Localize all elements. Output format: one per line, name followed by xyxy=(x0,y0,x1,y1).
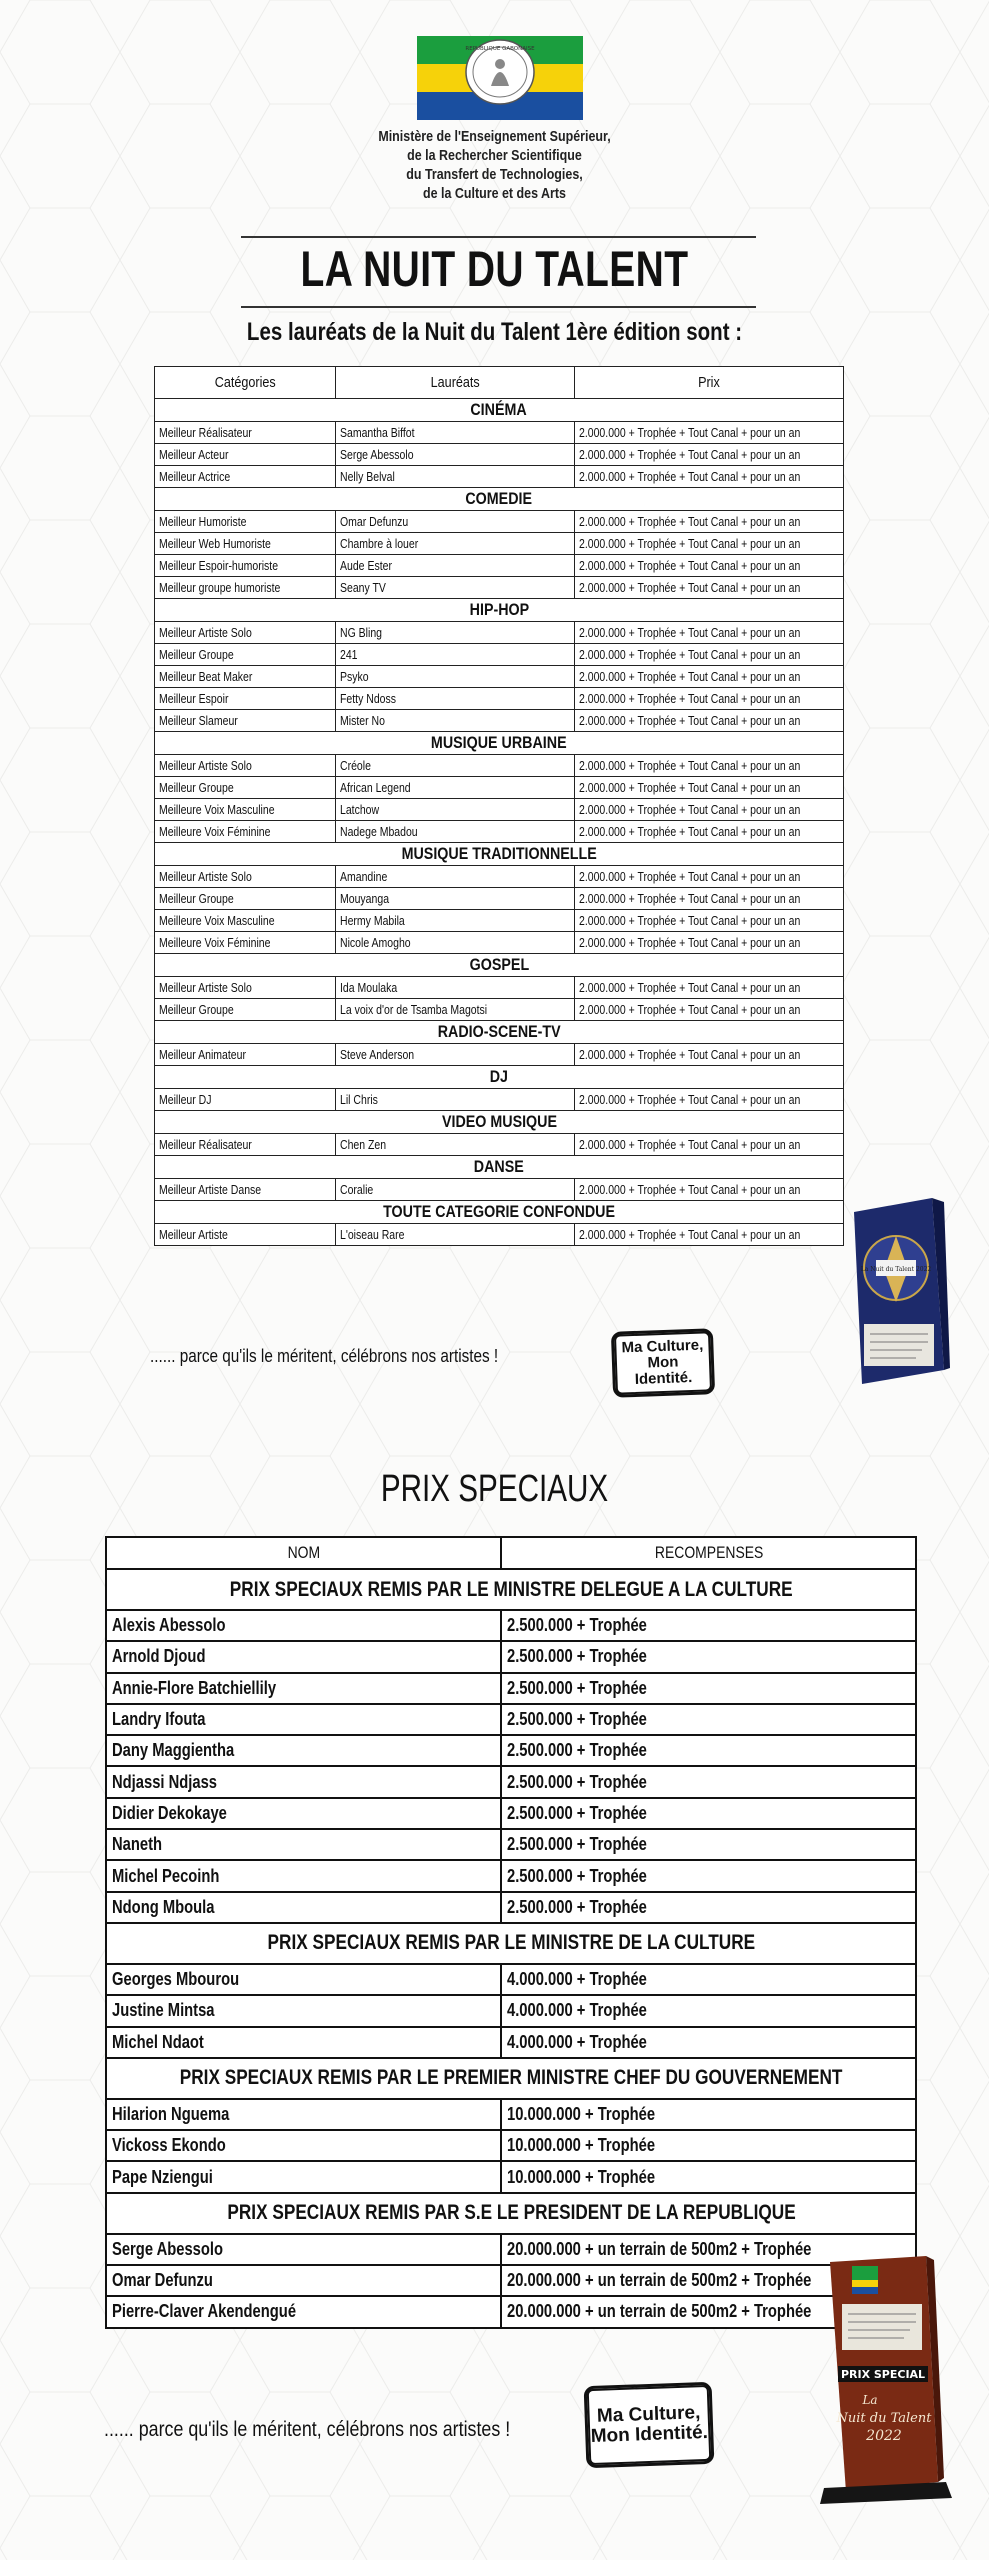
table-row xyxy=(155,466,844,488)
laureate-cell: Amandine xyxy=(336,866,575,888)
name-cell: Michel Pecoinh xyxy=(106,1860,501,1891)
category-row xyxy=(155,954,844,977)
category-cell: Meilleur Artiste Solo xyxy=(155,622,336,644)
table-row xyxy=(155,710,844,732)
prize-cell: 2.000.000 + Trophée + Tout Canal + pour un an xyxy=(575,511,844,533)
trophy-year: 2022 xyxy=(866,2428,902,2444)
prize-cell: 2.000.000 + Trophée + Tout Canal + pour un an xyxy=(575,999,844,1021)
table-row xyxy=(155,932,844,954)
table-row xyxy=(106,1892,916,1923)
table-row xyxy=(155,555,844,577)
stamp-line: Ma Culture, xyxy=(621,1336,704,1357)
group-row xyxy=(106,1923,916,1964)
category-heading: DANSE xyxy=(155,1156,844,1179)
reward-cell: 2.500.000 + Trophée xyxy=(501,1735,916,1766)
prize-cell: 2.000.000 + Trophée + Tout Canal + pour un an xyxy=(575,1044,844,1066)
table-row xyxy=(155,622,844,644)
column-header: RECOMPENSES xyxy=(501,1537,916,1569)
category-cell: Meilleur Actrice xyxy=(155,466,336,488)
table-row xyxy=(106,2161,916,2192)
laureate-cell: Omar Defunzu xyxy=(336,511,575,533)
name-cell: Pape Nziengui xyxy=(106,2161,501,2192)
laureate-cell: Chen Zen xyxy=(336,1134,575,1156)
table-row xyxy=(106,1964,916,1995)
table-row xyxy=(155,444,844,466)
prize-cell: 2.000.000 + Trophée + Tout Canal + pour un an xyxy=(575,688,844,710)
table-row xyxy=(106,2099,916,2130)
group-heading: PRIX SPECIAUX REMIS PAR LE PREMIER MINISTRE CHEF DU GOUVERNEMENT xyxy=(106,2058,916,2099)
laureate-cell: Créole xyxy=(336,755,575,777)
gabon-flag-seal-icon xyxy=(417,36,583,120)
category-heading: VIDEO MUSIQUE xyxy=(155,1111,844,1134)
name-cell: Ndong Mboula xyxy=(106,1892,501,1923)
ministry-line: de la Culture et des Arts xyxy=(422,186,566,202)
table-row xyxy=(106,1673,916,1704)
name-cell: Omar Defunzu xyxy=(106,2265,501,2296)
category-cell: Meilleure Voix Féminine xyxy=(155,821,336,843)
prize-cell: 2.000.000 + Trophée + Tout Canal + pour un an xyxy=(575,1179,844,1201)
laureate-cell: 241 xyxy=(336,644,575,666)
laureate-cell: La voix d'or de Tsamba Magotsi xyxy=(336,999,575,1021)
ma-culture-stamp xyxy=(611,1328,715,1398)
table-row xyxy=(106,1704,916,1735)
table-row xyxy=(106,2234,916,2265)
column-header: Catégories xyxy=(155,367,336,399)
laureate-cell: Seany TV xyxy=(336,577,575,599)
name-cell: Hilarion Nguema xyxy=(106,2099,501,2130)
reward-cell: 20.000.000 + un terrain de 500m2 + Trophée xyxy=(501,2296,916,2327)
prize-cell: 2.000.000 + Trophée + Tout Canal + pour un an xyxy=(575,622,844,644)
table-row xyxy=(106,1641,916,1672)
category-cell: Meilleure Voix Masculine xyxy=(155,910,336,932)
trophy-script: Nuit du Talent xyxy=(836,2411,932,2426)
name-cell: Landry Ifouta xyxy=(106,1704,501,1735)
category-cell: Meilleur Espoir xyxy=(155,688,336,710)
table-row xyxy=(155,866,844,888)
trophy-label: La Nuit du Talent 2022 xyxy=(860,1266,932,1273)
category-row xyxy=(155,399,844,422)
laureate-cell: Fetty Ndoss xyxy=(336,688,575,710)
stamp-line: Mon Identité. xyxy=(634,1353,693,1388)
prize-cell: 2.000.000 + Trophée + Tout Canal + pour un an xyxy=(575,533,844,555)
category-cell: Meilleur Groupe xyxy=(155,999,336,1021)
reward-cell: 2.500.000 + Trophée xyxy=(501,1892,916,1923)
category-cell: Meilleur Artiste Solo xyxy=(155,977,336,999)
prize-cell: 2.000.000 + Trophée + Tout Canal + pour un an xyxy=(575,1089,844,1111)
reward-cell: 2.500.000 + Trophée xyxy=(501,1860,916,1891)
group-heading: PRIX SPECIAUX REMIS PAR S.E LE PRESIDENT DE LA REPUBLIQUE xyxy=(106,2193,916,2234)
category-cell: Meilleure Voix Féminine xyxy=(155,932,336,954)
category-cell: Meilleur groupe humoriste xyxy=(155,577,336,599)
category-heading: MUSIQUE URBAINE xyxy=(155,732,844,755)
category-cell: Meilleur Artiste Solo xyxy=(155,755,336,777)
column-header: NOM xyxy=(106,1537,501,1569)
laureate-cell: Hermy Mabila xyxy=(336,910,575,932)
category-cell: Meilleur DJ xyxy=(155,1089,336,1111)
table-row xyxy=(106,1735,916,1766)
table-row xyxy=(155,755,844,777)
reward-cell: 2.500.000 + Trophée xyxy=(501,1704,916,1735)
name-cell: Didier Dekokaye xyxy=(106,1798,501,1829)
ministry-line: Ministère de l'Enseignement Supérieur, xyxy=(378,129,611,145)
page-title: LA NUIT DU TALENT xyxy=(300,241,689,297)
laureate-cell: Chambre à louer xyxy=(336,533,575,555)
table-row xyxy=(155,888,844,910)
laureate-cell: Coralie xyxy=(336,1179,575,1201)
category-cell: Meilleure Voix Masculine xyxy=(155,799,336,821)
reward-cell: 10.000.000 + Trophée xyxy=(501,2161,916,2192)
laureate-cell: Samantha Biffot xyxy=(336,422,575,444)
laureate-cell: Steve Anderson xyxy=(336,1044,575,1066)
category-row xyxy=(155,1156,844,1179)
category-cell: Meilleur Beat Maker xyxy=(155,666,336,688)
category-heading: GOSPEL xyxy=(155,954,844,977)
category-cell: Meilleur Animateur xyxy=(155,1044,336,1066)
name-cell: Pierre-Claver Akendengué xyxy=(106,2296,501,2327)
reward-cell: 10.000.000 + Trophée xyxy=(501,2130,916,2161)
page-subtitle: Les lauréats de la Nuit du Talent 1ère édition sont : xyxy=(246,318,743,346)
reward-cell: 4.000.000 + Trophée xyxy=(501,2027,916,2058)
category-cell: Meilleur Réalisateur xyxy=(155,422,336,444)
table-header-row xyxy=(106,1537,916,1569)
prize-cell: 2.000.000 + Trophée + Tout Canal + pour un an xyxy=(575,977,844,999)
prize-cell: 2.000.000 + Trophée + Tout Canal + pour un an xyxy=(575,555,844,577)
name-cell: Georges Mbourou xyxy=(106,1964,501,1995)
category-heading: HIP-HOP xyxy=(155,599,844,622)
laureate-cell: NG Bling xyxy=(336,622,575,644)
reward-cell: 2.500.000 + Trophée xyxy=(501,1641,916,1672)
category-cell: Meilleur Humoriste xyxy=(155,511,336,533)
name-cell: Arnold Djoud xyxy=(106,1641,501,1672)
category-row xyxy=(155,1201,844,1224)
table-row xyxy=(106,2027,916,2058)
name-cell: Michel Ndaot xyxy=(106,2027,501,2058)
group-row xyxy=(106,2058,916,2099)
category-heading: CINÉMA xyxy=(155,399,844,422)
table-header-row xyxy=(155,367,844,399)
name-cell: Serge Abessolo xyxy=(106,2234,501,2265)
table-row xyxy=(155,821,844,843)
table-row xyxy=(155,644,844,666)
laureate-cell: Latchow xyxy=(336,799,575,821)
prize-cell: 2.000.000 + Trophée + Tout Canal + pour un an xyxy=(575,932,844,954)
laureate-cell: Aude Ester xyxy=(336,555,575,577)
table-row xyxy=(155,1179,844,1201)
category-cell: Meilleur Web Humoriste xyxy=(155,533,336,555)
prize-cell: 2.000.000 + Trophée + Tout Canal + pour un an xyxy=(575,466,844,488)
prize-cell: 2.000.000 + Trophée + Tout Canal + pour un an xyxy=(575,422,844,444)
ministry-name xyxy=(69,128,920,204)
table-row xyxy=(155,688,844,710)
category-cell: Meilleur Groupe xyxy=(155,777,336,799)
category-cell: Meilleur Artiste Solo xyxy=(155,866,336,888)
tagline: ...... parce qu'ils le méritent, célébrons nos artistes ! xyxy=(150,1346,499,1366)
reward-cell: 2.500.000 + Trophée xyxy=(501,1829,916,1860)
prize-cell: 2.000.000 + Trophée + Tout Canal + pour un an xyxy=(575,755,844,777)
group-row xyxy=(106,1569,916,1610)
special-prizes-title: PRIX SPECIAUX xyxy=(380,1468,609,1510)
name-cell: Ndjassi Ndjass xyxy=(106,1766,501,1797)
special-prizes-table xyxy=(105,1536,917,2329)
name-cell: Annie-Flore Batchiellily xyxy=(106,1673,501,1704)
prize-cell: 2.000.000 + Trophée + Tout Canal + pour un an xyxy=(575,866,844,888)
table-row xyxy=(155,1134,844,1156)
table-row xyxy=(155,799,844,821)
reward-cell: 2.500.000 + Trophée xyxy=(501,1766,916,1797)
prize-cell: 2.000.000 + Trophée + Tout Canal + pour un an xyxy=(575,1134,844,1156)
reward-cell: 4.000.000 + Trophée xyxy=(501,1995,916,2026)
category-row xyxy=(155,488,844,511)
tagline: ...... parce qu'ils le méritent, célébrons nos artistes ! xyxy=(104,2418,511,2441)
column-header: Prix xyxy=(575,367,844,399)
category-heading: RADIO-SCENE-TV xyxy=(155,1021,844,1044)
category-row xyxy=(155,1066,844,1089)
name-cell: Dany Maggientha xyxy=(106,1735,501,1766)
trophy-icon xyxy=(846,1198,952,1388)
table-row xyxy=(155,910,844,932)
reward-cell: 20.000.000 + un terrain de 500m2 + Trophée xyxy=(501,2265,916,2296)
ma-culture-stamp xyxy=(584,2382,715,2468)
ministry-line: du Transfert de Technologies, xyxy=(406,167,583,183)
laureate-cell: L'oiseau Rare xyxy=(336,1224,575,1246)
table-row xyxy=(155,1044,844,1066)
table-row xyxy=(155,977,844,999)
trophy-label: PRIX SPECIAL xyxy=(840,2368,926,2381)
laureate-cell: Lil Chris xyxy=(336,1089,575,1111)
table-row xyxy=(106,1766,916,1797)
laureate-cell: Mouyanga xyxy=(336,888,575,910)
laureates-table xyxy=(154,366,844,1246)
table-row xyxy=(155,777,844,799)
table-row xyxy=(155,666,844,688)
name-cell: Alexis Abessolo xyxy=(106,1610,501,1641)
category-cell: Meilleur Slameur xyxy=(155,710,336,732)
prize-cell: 2.000.000 + Trophée + Tout Canal + pour un an xyxy=(575,577,844,599)
table-row xyxy=(106,1829,916,1860)
divider xyxy=(241,306,756,308)
category-heading: COMEDIE xyxy=(155,488,844,511)
laureate-cell: Nicole Amogho xyxy=(336,932,575,954)
laureate-cell: African Legend xyxy=(336,777,575,799)
category-cell: Meilleur Artiste xyxy=(155,1224,336,1246)
reward-cell: 2.500.000 + Trophée xyxy=(501,1673,916,1704)
table-row xyxy=(155,511,844,533)
divider xyxy=(241,236,756,238)
category-cell: Meilleur Espoir-humoriste xyxy=(155,555,336,577)
category-heading: MUSIQUE TRADITIONNELLE xyxy=(155,843,844,866)
table-row xyxy=(155,999,844,1021)
laureate-cell: Mister No xyxy=(336,710,575,732)
category-row xyxy=(155,732,844,755)
table-row xyxy=(106,1610,916,1641)
name-cell: Vickoss Ekondo xyxy=(106,2130,501,2161)
table-row xyxy=(106,2296,916,2327)
category-row xyxy=(155,843,844,866)
group-row xyxy=(106,2193,916,2234)
laureate-cell: Psyko xyxy=(336,666,575,688)
reward-cell: 2.500.000 + Trophée xyxy=(501,1798,916,1829)
table-row xyxy=(106,1995,916,2026)
group-heading: PRIX SPECIAUX REMIS PAR LE MINISTRE DELEGUE A LA CULTURE xyxy=(106,1569,916,1610)
category-row xyxy=(155,1111,844,1134)
table-row xyxy=(155,422,844,444)
prize-cell: 2.000.000 + Trophée + Tout Canal + pour un an xyxy=(575,910,844,932)
special-trophy-icon xyxy=(818,2256,954,2504)
column-header: Lauréats xyxy=(336,367,575,399)
name-cell: Naneth xyxy=(106,1829,501,1860)
prize-cell: 2.000.000 + Trophée + Tout Canal + pour un an xyxy=(575,888,844,910)
reward-cell: 2.500.000 + Trophée xyxy=(501,1610,916,1641)
prize-cell: 2.000.000 + Trophée + Tout Canal + pour un an xyxy=(575,444,844,466)
category-cell: Meilleur Groupe xyxy=(155,644,336,666)
prize-cell: 2.000.000 + Trophée + Tout Canal + pour un an xyxy=(575,644,844,666)
table-row xyxy=(155,577,844,599)
stamp-line: Mon Identité. xyxy=(590,2421,709,2448)
laureate-cell: Serge Abessolo xyxy=(336,444,575,466)
table-row xyxy=(106,1798,916,1829)
ministry-line: de la Rechercher Scientifique xyxy=(407,148,582,164)
category-cell: Meilleur Réalisateur xyxy=(155,1134,336,1156)
category-cell: Meilleur Groupe xyxy=(155,888,336,910)
prize-cell: 2.000.000 + Trophée + Tout Canal + pour un an xyxy=(575,1224,844,1246)
category-heading: DJ xyxy=(155,1066,844,1089)
prize-cell: 2.000.000 + Trophée + Tout Canal + pour un an xyxy=(575,666,844,688)
category-heading: TOUTE CATEGORIE CONFONDUE xyxy=(155,1201,844,1224)
stamp-line: Ma Culture, xyxy=(596,2402,701,2427)
category-cell: Meilleur Artiste Danse xyxy=(155,1179,336,1201)
category-row xyxy=(155,599,844,622)
laureate-cell: Ida Moulaka xyxy=(336,977,575,999)
prize-cell: 2.000.000 + Trophée + Tout Canal + pour un an xyxy=(575,710,844,732)
seal-text: REPUBLIQUE GABONAISE xyxy=(465,46,535,52)
laureate-cell: Nadege Mbadou xyxy=(336,821,575,843)
table-row xyxy=(106,2130,916,2161)
category-row xyxy=(155,1021,844,1044)
reward-cell: 10.000.000 + Trophée xyxy=(501,2099,916,2130)
prize-cell: 2.000.000 + Trophée + Tout Canal + pour un an xyxy=(575,821,844,843)
trophy-script: La xyxy=(862,2393,878,2407)
table-row xyxy=(155,533,844,555)
table-row xyxy=(155,1089,844,1111)
group-heading: PRIX SPECIAUX REMIS PAR LE MINISTRE DE LA CULTURE xyxy=(106,1923,916,1964)
laureate-cell: Nelly Belval xyxy=(336,466,575,488)
prize-cell: 2.000.000 + Trophée + Tout Canal + pour un an xyxy=(575,777,844,799)
reward-cell: 20.000.000 + un terrain de 500m2 + Trophée xyxy=(501,2234,916,2265)
reward-cell: 4.000.000 + Trophée xyxy=(501,1964,916,1995)
table-row xyxy=(106,2265,916,2296)
prize-cell: 2.000.000 + Trophée + Tout Canal + pour un an xyxy=(575,799,844,821)
category-cell: Meilleur Acteur xyxy=(155,444,336,466)
name-cell: Justine Mintsa xyxy=(106,1995,501,2026)
table-row xyxy=(106,1860,916,1891)
table-row xyxy=(155,1224,844,1246)
